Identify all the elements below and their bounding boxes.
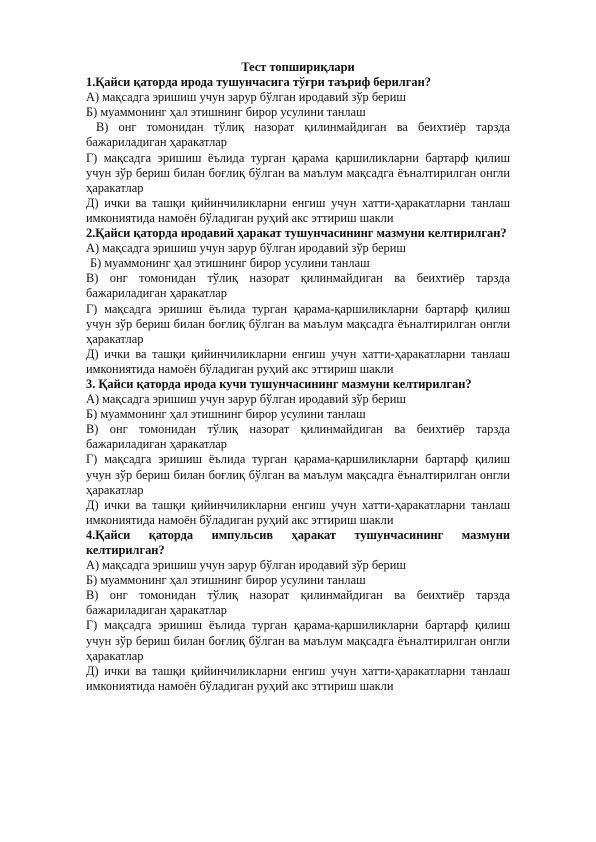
answer-option-v: В) онг томонидан тўлиқ назорат қилинмайдиган ва беихтиёр тарзда бажариладиган ҳаракатлар [86,422,510,452]
question-text: 4.Қайси қаторда импульсив ҳаракат тушунчасининг мазмуни келтирилган? [86,527,510,557]
answer-option-g: Г) мақсадга эришиш ёълида турган қарама-қаршиликларни бартарф қилиш учун зўр бериш билан боғлиқ бўлган ва маълум мақсадга ёъналтирилган онгли ҳаракатлар [86,301,510,346]
question-block-3 [86,377,510,528]
answer-option-a: А) мақсадга эришиш учун зарур бўлган иродавий зўр бериш [86,392,406,407]
answer-option-b: Б) муаммонинг ҳал этишнинг бирор усулини танлаш [86,105,366,120]
answer-option-g: Г) мақсадга эришиш ёълида турган қарама-қаршиликларни бартарф қилиш учун зўр бериш билан боғлиқ бўлган ва маълум мақсадга ёъналтирилган онгли ҳаракатлар [86,452,510,497]
answer-option-g: Г) мақсадга эришиш ёълида турган қарама қаршиликларни бартарф қилиш учун зўр бериш билан боғлиқ бўлган ва маълум мақсадга ёъналтирилган онгли ҳаракатлар [86,150,510,195]
answer-option-d: Д) ички ва ташқи қийинчиликларни енгиш учун хатти-ҳаракатларни танлаш имкониятида намоён бўладиган руҳий акс эттириш шакли [86,346,510,376]
answer-option-a: А) мақсадга эришиш учун зарур бўлган иродавий зўр бериш [86,90,406,105]
question-block-4 [86,528,510,694]
question-block-1 [86,75,510,226]
page-title: Тест топшириқлари [241,60,355,74]
answer-option-a: А) мақсадга эришиш учун зарур бўлган иродавий зўр бериш [86,241,406,256]
document-page [86,60,510,694]
answer-option-a: А) мақсадга эришиш учун зарур бўлган иродавий зўр бериш [86,558,406,573]
question-text: 3. Қайси қаторда ирода кучи тушунчасининг мазмуни келтирилган? [86,376,472,391]
answer-option-v: В) онг томонидан тўлиқ назорат қилинмайдиган ва беихтиёр тарзда бажариладиган ҳаракатлар [86,120,510,150]
question-text: 1.Қайси қаторда ирода тушунчасига тўғри таъриф берилган? [86,75,431,90]
question-block-2 [86,226,510,377]
answer-option-d: Д) ички ва ташқи қийинчиликларни енгиш учун хатти-ҳаракатларни танлаш имкониятида намоён бўладиган руҳий акс эттириш шакли [86,497,510,527]
answer-option-v: В) онг томонидан тўлиқ назорат қилинмайдиган ва беихтиёр тарзда бажариладиган ҳаракатлар [86,271,510,301]
answer-option-b: Б) муаммонинг ҳал этишнинг бирор усулини танлаш [86,573,366,588]
answer-option-b: Б) муаммонинг ҳал этишнинг бирор усулини танлаш [86,407,366,422]
answer-option-b: Б) муаммонинг ҳал этишнинг бирор усулини танлаш [90,256,370,271]
answer-option-d: Д) ички ва ташқи қийинчиликларни енгиш учун хатти-ҳаракатларни танлаш имкониятида намоён бўладиган руҳий акс эттириш шакли [86,195,510,225]
question-text: 2.Қайси қаторда иродавий ҳаракат тушунчасининг мазмуни келтирилган? [86,226,507,241]
answer-option-v: В) онг томонидан тўлиқ назорат қилинмайдиган ва беихтиёр тарзда бажариладиган ҳаракатлар [86,588,510,618]
answer-option-g: Г) мақсадга эришиш ёълида турган қарама-қаршиликларни бартарф қилиш учун зўр бериш билан боғлиқ бўлган ва маълум мақсадга ёъналтирилган онгли ҳаракатлар [86,618,510,663]
answer-option-d: Д) ички ва ташқи қийинчиликларни енгиш учун хатти-ҳаракатларни танлаш имкониятида намоён бўладиган руҳий акс эттириш шакли [86,663,510,693]
